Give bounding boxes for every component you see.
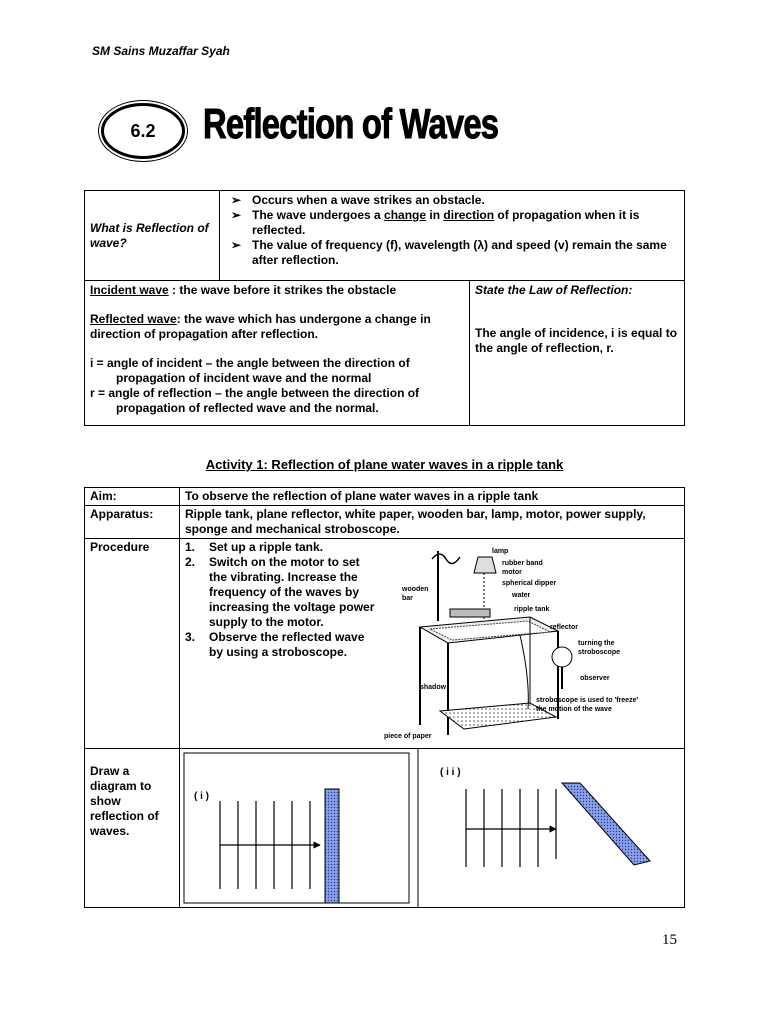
tank-water <box>430 621 550 640</box>
definition-table <box>84 190 685 426</box>
apparatus-text: Ripple tank, plane reflector, white paper, wooden bar, lamp, motor, power supply, sponge and mechanical stroboscope. <box>180 506 685 539</box>
lamp-shape <box>474 557 496 573</box>
law-cell <box>470 281 685 426</box>
ripple-tank-figure <box>380 539 650 747</box>
procedure-step: 1. Set up a ripple tank. <box>185 540 324 554</box>
power-lead <box>520 635 528 709</box>
label-strobo-1: stroboscope is used to 'freeze' <box>536 697 639 704</box>
label-reflector: reflector <box>550 624 579 631</box>
label-strobo-2: the motion of the wave <box>536 706 612 713</box>
label-ripple-tank: ripple tank <box>514 606 550 613</box>
procedure-step: 2. Switch on the motor to set the vibrating. Increase the frequency of the waves by increasing the voltage power supply to the motor. <box>185 555 375 629</box>
label-paper: piece of paper <box>384 733 432 740</box>
diagram-ii-wavefronts <box>466 789 556 867</box>
apparatus-label: Apparatus: <box>85 506 180 539</box>
procedure-list <box>185 540 375 660</box>
diagram-i-frame <box>184 753 409 903</box>
school-name: SM Sains Muzaffar Syah <box>92 44 230 58</box>
reflected-definition: Reflected wave: the wave which has undergone a change in direction of propagation after reflection. <box>90 312 431 341</box>
diagram-i-label: ( i ) <box>194 791 209 802</box>
label-wooden: wooden <box>402 586 429 593</box>
incident-definition: Incident wave : the wave before it strikes the obstacle <box>90 283 397 297</box>
law-answer: The angle of incidence, i is equal to the angle of reflection, r. <box>475 326 678 355</box>
procedure-step: 3. Observe the reflected wave by using a stroboscope. <box>185 630 365 659</box>
label-turning-2: stroboscope <box>578 649 621 656</box>
label-rubber-band: rubber band <box>502 560 543 567</box>
angle-i-definition: i = angle of incident – the angle between the direction of propagation of incident wave and the normal <box>90 356 410 385</box>
question-cell <box>85 191 220 281</box>
question-text: What is Reflection of wave? <box>90 220 209 250</box>
label-bar: bar <box>402 595 413 602</box>
points-cell <box>220 191 685 281</box>
activity-table <box>84 487 685 908</box>
page-title: Reflection of Waves <box>203 100 499 147</box>
terms-cell <box>85 281 470 426</box>
label-observer: observer <box>580 675 610 682</box>
section-number: 6.2 <box>130 120 156 141</box>
activity-title: Activity 1: Reflection of plane water waves in a ripple tank <box>205 457 564 472</box>
label-turning-1: turning the <box>578 640 615 647</box>
label-lamp: lamp <box>492 548 509 555</box>
reflection-diagrams <box>180 749 684 907</box>
wooden-bar-shape <box>450 609 490 617</box>
label-spherical-dipper: spherical dipper <box>502 580 557 587</box>
diagram-ii-label: ( i i ) <box>440 767 461 778</box>
label-water: water <box>512 592 531 599</box>
point-item: ➢ Occurs when a wave strikes an obstacle. <box>225 193 679 208</box>
stand-clamp <box>432 554 460 564</box>
law-question: State the Law of Reflection: <box>475 283 633 297</box>
aim-label: Aim: <box>85 488 180 506</box>
drawing-cell <box>180 749 685 908</box>
points-list <box>225 193 679 268</box>
aim-text: To observe the reflection of plane water waves in a ripple tank <box>180 488 685 506</box>
procedure-cell <box>180 539 381 749</box>
angle-r-definition: r = angle of reflection – the angle between the direction of propagation of reflected wave and the normal. <box>90 386 420 415</box>
apparatus-figure-cell <box>380 539 685 749</box>
point-item: ➢ The wave undergoes a change in direction of propagation when it is reflected. <box>225 208 679 238</box>
label-shadow: shadow <box>420 684 447 691</box>
draw-label: Draw a diagram to show reflection of waves. <box>85 749 180 908</box>
diagram-i-reflector <box>325 789 339 903</box>
label-motor: motor <box>502 569 522 576</box>
procedure-label: Procedure <box>85 539 180 749</box>
point-item: ➢ The value of frequency (f), wavelength (λ) and speed (v) remain the same after reflection. <box>225 238 679 268</box>
diagram-ii-reflector <box>562 783 650 865</box>
stroboscope-disc <box>552 647 572 667</box>
page-number: 15 <box>662 932 677 948</box>
section-number-badge <box>101 103 185 159</box>
